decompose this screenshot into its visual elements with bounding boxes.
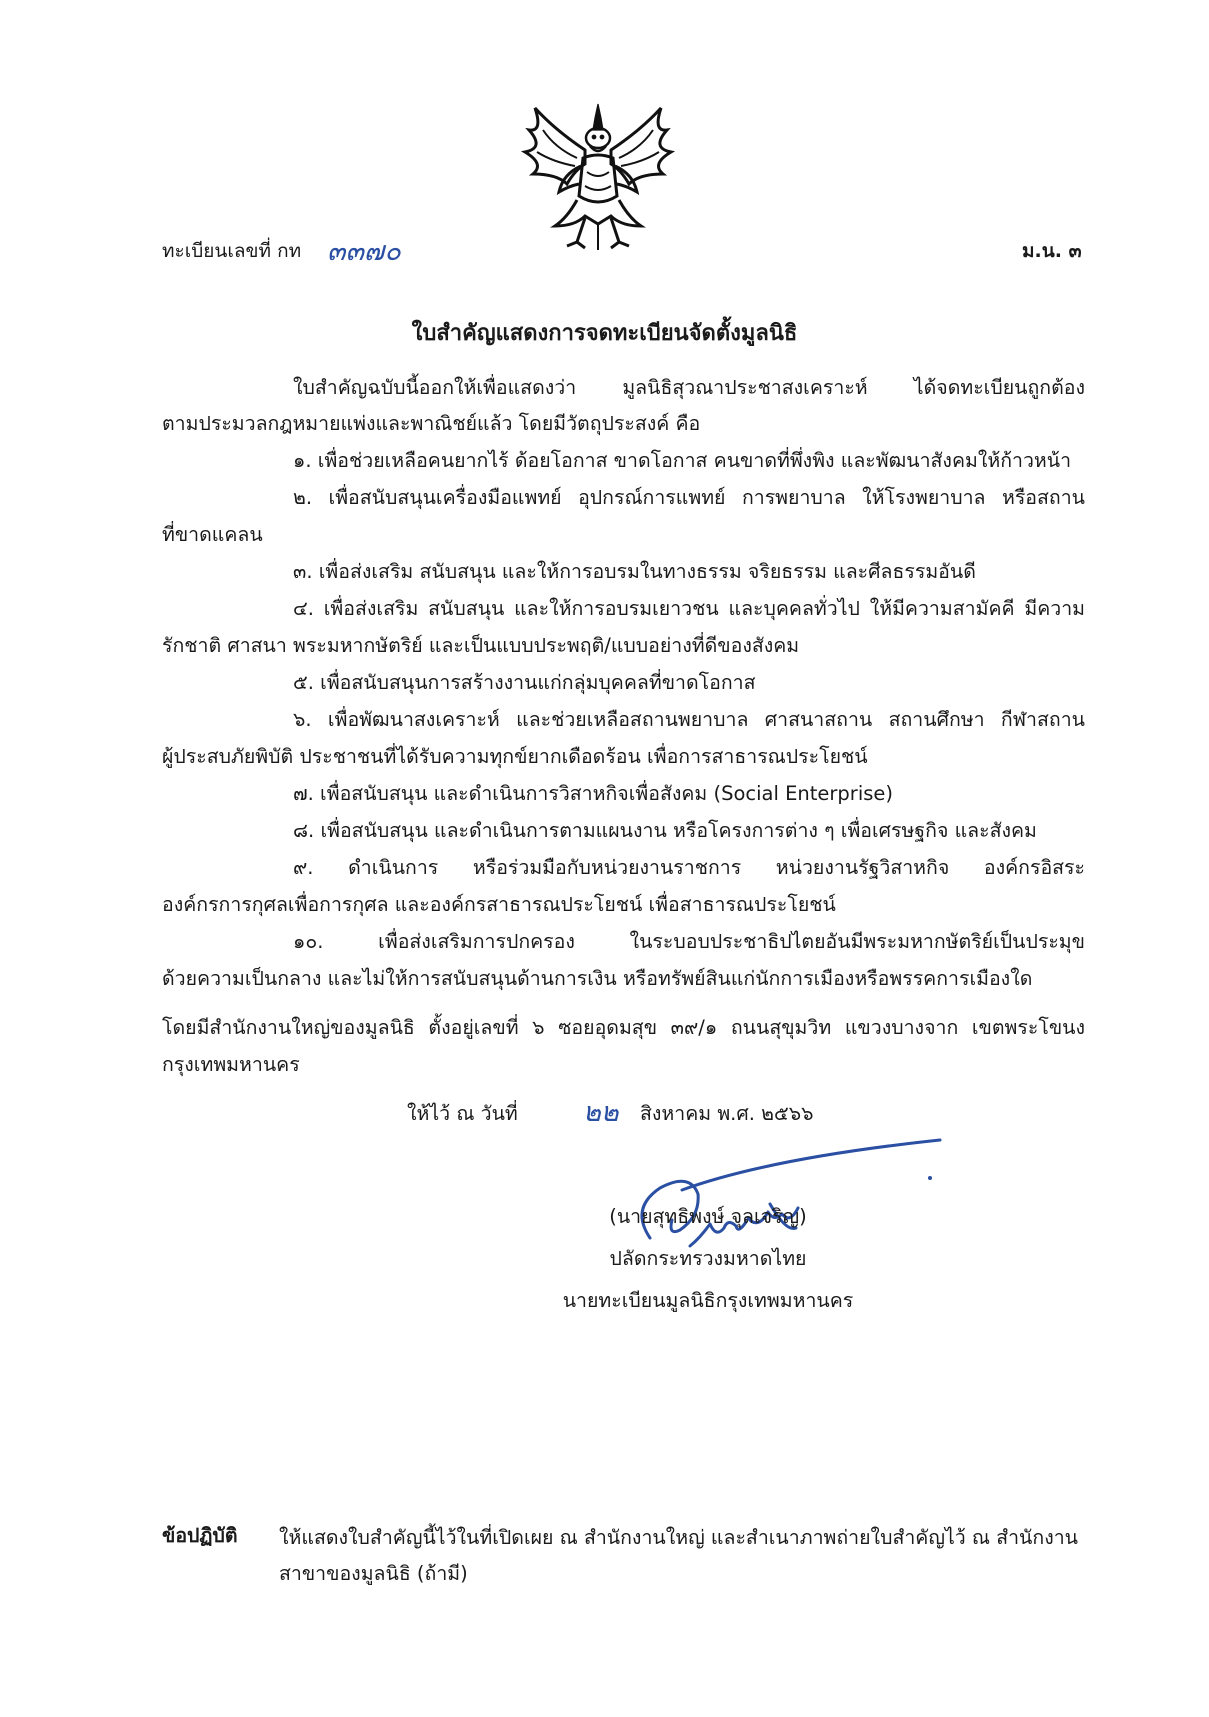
objective-2-line-1: ๒. เพื่อสนับสนุนเครื่องมือแพทย์ อุปกรณ์การแพทย์ การพยาบาล ให้โรงพยาบาล หรือสถาน: [293, 486, 1085, 509]
note-text: ให้แสดงใบสำคัญนี้ไว้ในที่เปิดเผย ณ สำนักงานใหญ่ และสำเนาภาพถ่ายใบสำคัญไว้ ณ สำนักงานสาขาของมูลนิธิ (ถ้ามี): [279, 1526, 1078, 1585]
date-month-year: สิงหาคม พ.ศ. ๒๕๖๖: [640, 1102, 814, 1125]
signatory-position: ปลัดกระทรวงมหาดไทย: [609, 1247, 807, 1270]
objective-10-line-2: ด้วยความเป็นกลาง และไม่ให้การสนับสนุนด้านการเงิน หรือทรัพย์สินแก่นักการเมืองหรือพรรคการเมืองใด: [162, 967, 1033, 990]
objective-3: ๓. เพื่อส่งเสริม สนับสนุน และให้การอบรมในทางธรรม จริยธรรม และศีลธรรมอันดี: [293, 560, 976, 583]
office-line-2: กรุงเทพมหานคร: [162, 1053, 300, 1076]
date-label: ให้ไว้ ณ วันที่: [407, 1102, 518, 1125]
objective-6-line-2: ผู้ประสบภัยพิบัติ ประชาชนที่ได้รับความทุกข์ยากเดือดร้อน เพื่อการสาธารณประโยชน์: [162, 745, 868, 768]
objective-10-line-1: ๑๐. เพื่อส่งเสริมการปกครอง ในระบอบประชาธิปไตยอันมีพระมหากษัตริย์เป็นประมุข: [293, 930, 1085, 953]
office-line-1: โดยมีสำนักงานใหญ่ของมูลนิธิ ตั้งอยู่เลขที่ ๖ ซอยอุดมสุข ๓๙/๑ ถนนสุขุมวิท แขวงบางจาก เขตพระโขนง: [162, 1016, 1085, 1039]
intro-line-2: ตามประมวลกฎหมายแพ่งและพาณิชย์แล้ว โดยมีวัตถุประสงค์ คือ: [162, 412, 701, 435]
registration-number: ๓๓๗๐: [327, 236, 401, 267]
objective-9-line-1: ๙. ดำเนินการ หรือร่วมมือกับหน่วยงานราชการ หน่วยงานรัฐวิสาหกิจ องค์กรอิสระ: [293, 856, 1085, 879]
objective-8: ๘. เพื่อสนับสนุน และดำเนินการตามแผนงาน หรือโครงการต่าง ๆ เพื่อเศรษฐกิจ และสังคม: [293, 819, 1037, 842]
objective-9-line-2: องค์กรการกุศลเพื่อการกุศล และองค์กรสาธารณประโยชน์ เพื่อสาธารณประโยชน์: [162, 893, 836, 916]
objective-4-line-1: ๔. เพื่อส่งเสริม สนับสนุน และให้การอบรมเยาวชน และบุคคลทั่วไป ให้มีความสามัคคี มีความ: [293, 597, 1085, 620]
objective-4-line-2: รักชาติ ศาสนา พระมหากษัตริย์ และเป็นแบบประพฤติ/แบบอย่างที่ดีของสังคม: [162, 634, 800, 657]
note-label: ข้อปฏิบัติ: [162, 1524, 238, 1547]
objective-1: ๑. เพื่อช่วยเหลือคนยากไร้ ด้อยโอกาส ขาดโอกาส คนขาดที่พึ่งพิง และพัฒนาสังคมให้ก้าวหน้า: [293, 449, 1072, 472]
signatory-role: นายทะเบียนมูลนิธิกรุงเทพมหานคร: [562, 1289, 854, 1312]
objective-5: ๕. เพื่อสนับสนุนการสร้างงานแก่กลุ่มบุคคลที่ขาดโอกาส: [293, 671, 756, 694]
form-code: ม.น. ๓: [1022, 240, 1082, 262]
objective-7: ๗. เพื่อสนับสนุน และดำเนินการวิสาหกิจเพื่อสังคม (Social Enterprise): [293, 782, 893, 805]
date-day: ๒๒: [583, 1097, 619, 1128]
objective-2-line-2: ที่ขาดแคลน: [162, 523, 263, 546]
document-title: ใบสำคัญแสดงการจดทะเบียนจัดตั้งมูลนิธิ: [411, 321, 798, 346]
signatory-name: (นายสุทธิพงษ์ จุลเจริญ): [609, 1205, 807, 1228]
objective-6-line-1: ๖. เพื่อพัฒนาสงเคราะห์ และช่วยเหลือสถานพยาบาล ศาสนาสถาน สถานศึกษา กีฬาสถาน: [293, 708, 1085, 731]
registration-label: ทะเบียนเลขที่ กท: [162, 240, 302, 262]
signature-icon: [620, 1138, 950, 1258]
garuda-emblem-icon: [515, 100, 681, 256]
intro-line-1: ใบสำคัญฉบับนี้ออกให้เพื่อแสดงว่า มูลนิธิสุวณาประชาสงเคราะห์ ได้จดทะเบียนถูกต้อง: [293, 376, 1085, 399]
